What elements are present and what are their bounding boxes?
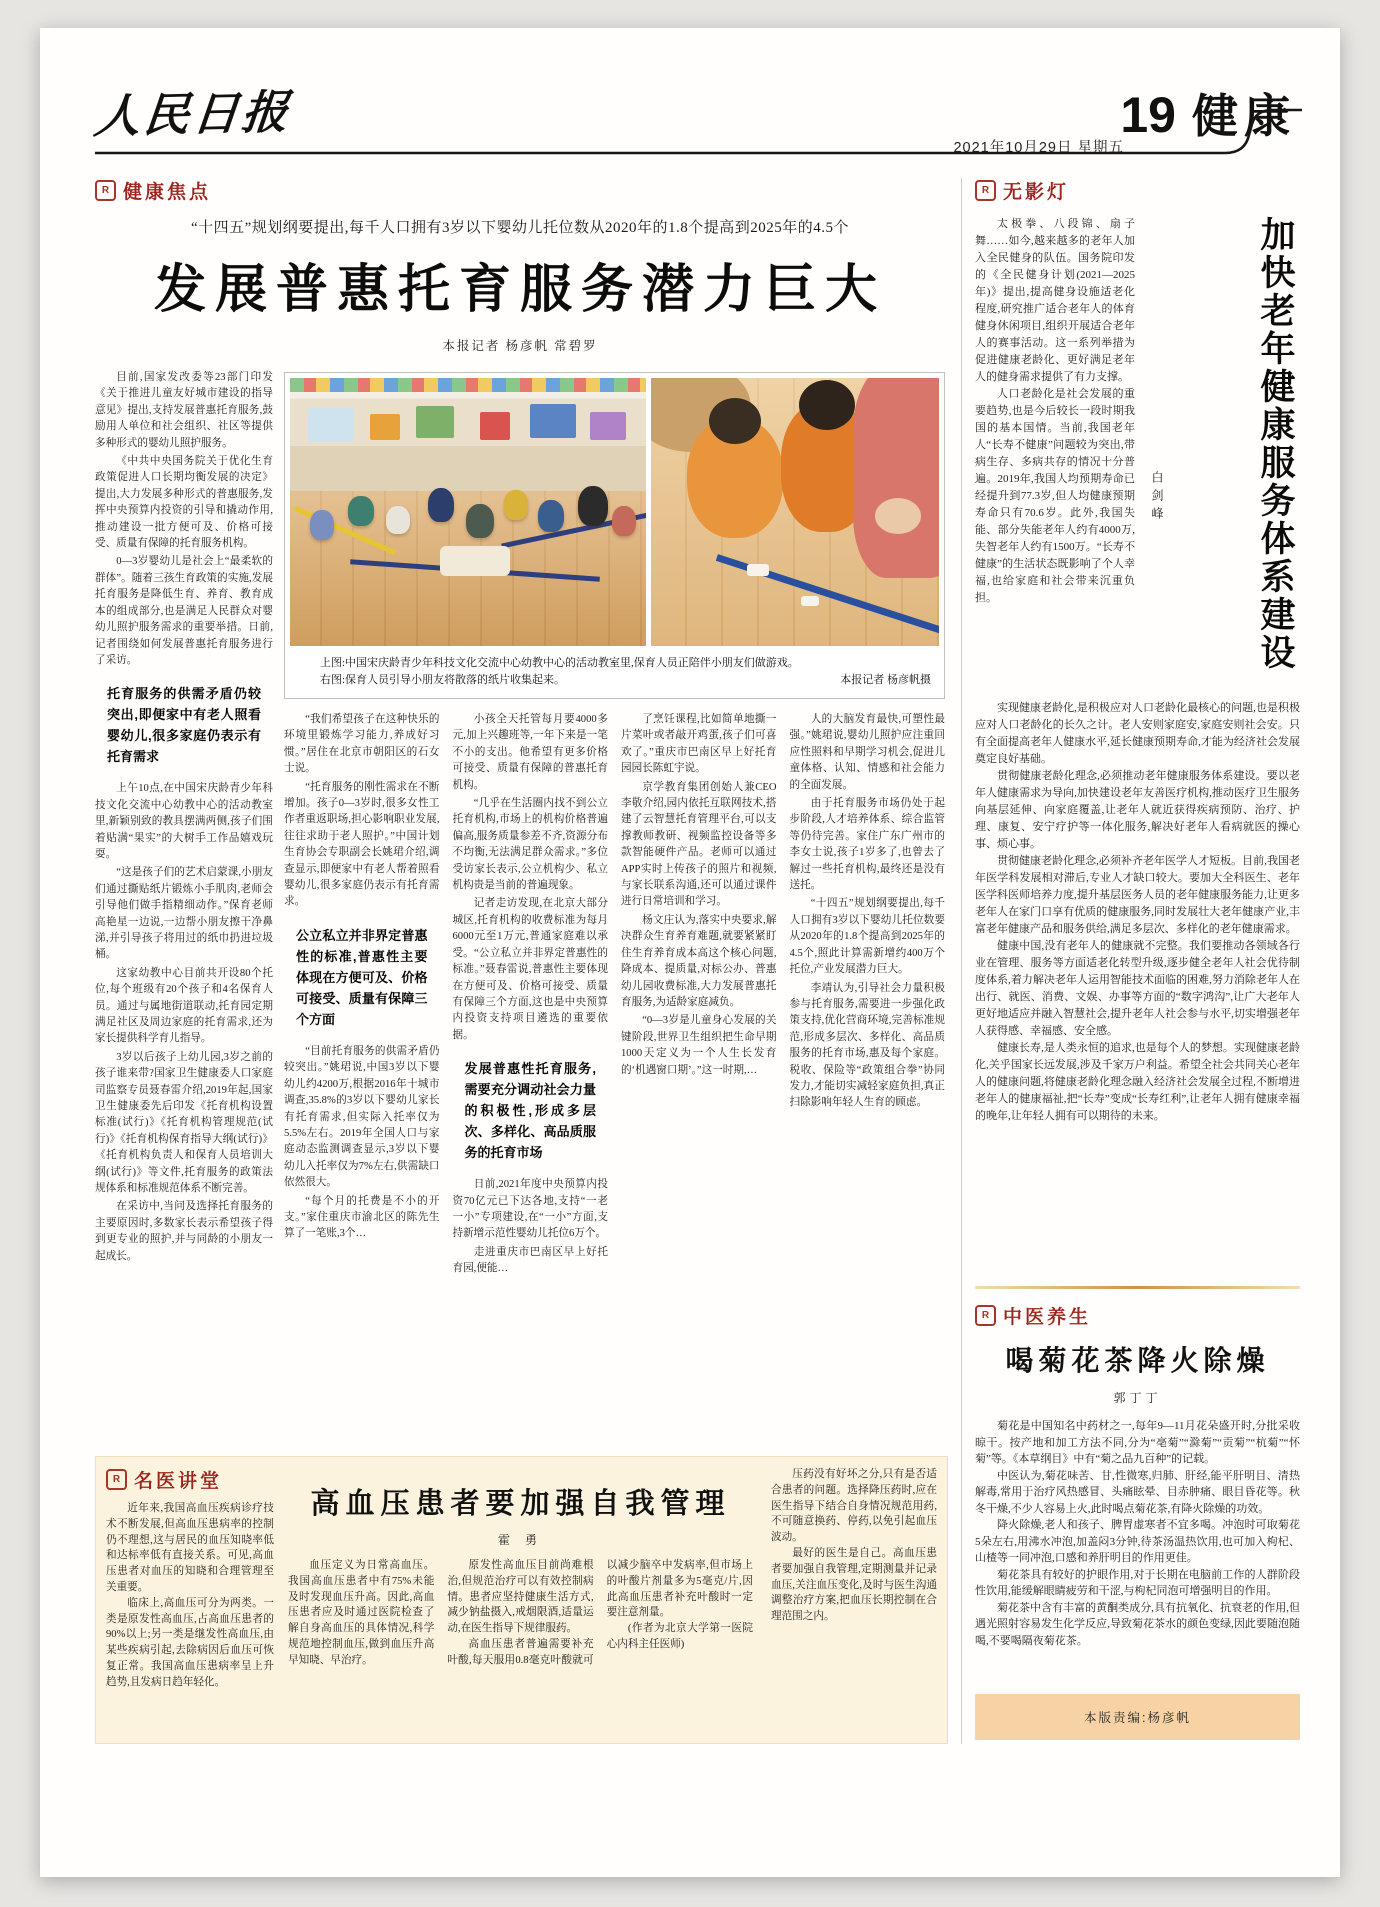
paragraph: 目前,国家发改委等23部门印发《关于推进儿童友好城市建设的指导意见》提出,支持发展普惠托育服务,鼓励用人单位和社会组织、社区等提供多种形式的婴幼儿照护服务。 [95, 372, 273, 449]
clinic-middle-columns [288, 1558, 753, 1720]
focus-right-area [284, 370, 945, 1462]
paragraph: 由于托育服务市场仍处于起步阶段,人才培养体系、综合监管等仍待完善。家住广东广州市的李女士说,孩子1岁多了,也曾去了解过一些托育机构,最终还是没有送托。 [789, 798, 945, 892]
paragraph: 《中共中央国务院关于优化生育政策促进人口长期均衡发展的决定》提出,大力发展多种形式的普惠服务,发挥中央预算内投资的引导和撬动作用,推动建设一批方便可及、价格可接受、质量有保障的托育服务机构。 [95, 456, 273, 550]
paragraph: 上午10点,在中国宋庆龄青少年科技文化交流中心幼教中心的活动教室里,新颖别致的教具摆满两侧,孩子们围着贴满“果实”的大树手工作品嬉戏玩耍。 [95, 783, 273, 860]
paper-scrap [801, 596, 819, 606]
clinic-column-right [771, 1467, 937, 1733]
photos-row [290, 378, 939, 646]
paragraph: 压药没有好坏之分,只有是否适合患者的问题。选择降压药时,应在医生指导下结合自身情况规范用药,不可随意换药、停药,以免引起血压波动。 [771, 1469, 937, 1544]
paragraph: 这家幼教中心目前共开设80个托位,每个班级有20个孩子和4名保育人员。通过与属地街道联动,托育园定期满足社区及周边家庭的托育需求,还为家长提供科学育儿指导。 [95, 967, 273, 1045]
focus-column-c [621, 712, 777, 1438]
child-figure [612, 506, 636, 536]
paper-sheet-on-floor [440, 546, 510, 576]
clinic-author: 霍 勇 [497, 1533, 543, 1547]
paragraph: “十四五”规划纲要提出,每千人口拥有3岁以下婴幼儿托位数要从2020年的1.8个提高到2025年的4.5个,照此计算需新增约400万个托位,产业发展潜力巨大。 [789, 898, 945, 976]
section-label-tcm [975, 1303, 1300, 1327]
child-hair [709, 398, 761, 444]
child-figure [538, 500, 564, 532]
section-label-text: 健康焦点 [123, 181, 212, 203]
focus-subhead-1: 托育服务的供需矛盾仍较突出,即便家中有老人照看婴幼儿,很多家庭仍表示有托育需求 [107, 686, 261, 765]
col-b-top [453, 712, 609, 1044]
shelf-decor [416, 406, 454, 438]
child-figure [310, 510, 334, 540]
focus-column-a [284, 712, 440, 1438]
paragraph: 记者走访发现,在北京大部分城区,托育机构的收费标准为每月6000元至1万元,普通家庭难以承受。“公立私立并非界定普惠性的标准。”聂春雷说,普惠性主要体现在方便可及、价格可接受、质量有保障三个方面,这也是中央预算内投资支持项目遴选的重要依据。 [452, 898, 608, 1041]
paragraph: 近年来,我国高血压疾病诊疗技术不断发展,但高血压患病率的控制仍不理想,这与居民的血压知晓率低和达标率低有直接关系。可见,高血压患者对血压的知晓和合理管理至关重要。 [106, 1503, 274, 1593]
section-label-lamp [975, 178, 1300, 202]
shelf-decor [370, 414, 400, 440]
section-label-focus [95, 178, 945, 202]
paragraph: “这是孩子们的艺术启蒙课,小朋友们通过撕贴纸片锻炼小手肌肉,老师会引导他们做手指精细动作。”保育老师高艳星一边说,一边帮小朋友擦干净鼻涕,并引导孩子将用过的纸巾扔进垃圾桶。 [95, 867, 273, 961]
paragraph: 健康长寿,是人类永恒的追求,也是每个人的梦想。实现健康老龄化,关乎国家长远发展,涉及千家万户利益。希望全社会共同关心老年人的健康问题,将健康老龄化理念融入经济社会发展全过程,不断增进老年人的健康福祉,把“长寿”变成“长寿红利”,让老年人拥有健康幸福的晚年,让年轻人拥有可以期待的未来。 [975, 1042, 1300, 1122]
focus-col1-more [95, 781, 273, 1265]
paragraph: 菊花茶具有较好的护眼作用,对于长期在电脑前工作的人群阶段性饮用,能缓解眼睛疲劳和干涩,与枸杞同泡可增强明目的作用。 [975, 1568, 1300, 1597]
paragraph: 最好的医生是自己。高血压患者要加强自我管理,定期测量并记录血压,关注血压变化,及时与医生沟通调整治疗方案,把血压长期控制在合理范围之内。 [771, 1547, 937, 1623]
paper-scrap [747, 564, 769, 576]
tcm-article-body [975, 1418, 1300, 1680]
child-figure [348, 496, 374, 526]
photo-box [284, 372, 945, 699]
focus-article [95, 178, 945, 1462]
paragraph: “几乎在生活圈内找不到公立托育机构,市场上的机构价格普遍偏高,服务质量参差不齐,资源分布不均衡,无法满足群众需求。”多位受访家长表示,公立机构少、私立机构贵是当前的普遍现象。 [452, 798, 608, 892]
bunting-decoration [290, 378, 646, 392]
tcm-divider-rule [975, 1286, 1300, 1289]
page-number-block [1120, 80, 1296, 146]
focus-column-1 [95, 370, 273, 1462]
paragraph: 杨文庄认为,落实中央要求,解决群众生育养育难题,就要紧紧盯住生育养育成本高这个核心问题,降成本、提质量,对标公办、普惠幼儿园收费标准,大力发展普惠托育服务,为适龄家庭减负。 [621, 914, 777, 1008]
paragraph: “托育服务的刚性需求在不断增加。孩子0—3岁时,很多女性工作者重返职场,担心影响职业发展,往往求助于老人照护。”中国计划生育协会专职副会长姚珺介绍,调查显示,即便家中有老人帮着照看婴幼儿,很多家庭仍表示有托育需求。 [284, 781, 440, 908]
paragraph: 李靖认为,引导社会力量积极参与托育服务,需要进一步强化政策支持,优化营商环境,完善标准规范,形成多层次、多样化、高品质服务的托育市场,惠及每个家庭。税收、保险等“政策组合拳”协同发力,才能切实减轻家庭负担,真正扫除影响年轻人生育的顾虑。 [789, 982, 945, 1109]
clinic-middle [288, 1465, 753, 1735]
paragraph: 0—3岁婴幼儿是社会上“最柔软的群体”。随着三孩生育政策的实施,发展托育服务是降低生育、养育、教育成本的组成部分,也是满足人民群众对婴幼儿照护服务需求的重要举措。日前,记者围绕如何发展普惠托育服务进行了采访。 [95, 556, 273, 666]
paragraph: 降火除燥,老人和孩子、脾胃虚寒者不宜多喝。冲泡时可取菊花5朵左右,用沸水冲泡,加盖闷3分钟,待茶汤温热饮用,也可加入枸杞、山楂等一同冲泡,口感和养肝明目的作用更佳。 [975, 1519, 1300, 1564]
col-b-bottom [453, 1177, 609, 1277]
paragraph: 中医认为,菊花味苦、甘,性微寒,归肺、肝经,能平肝明目、清热解毒,常用于治疗风热感冒、头痛眩晕、目赤肿痛、眼目昏花等。秋冬干燥,不少人容易上火,此时喝点菊花茶,有降火除燥的功效。 [975, 1469, 1300, 1515]
lamp-article-top [975, 216, 1300, 684]
photo-classroom-wide [290, 378, 646, 646]
col-c-text [621, 712, 777, 1079]
section-label-text: 无影灯 [1003, 181, 1070, 203]
main-byline: 本报记者 杨彦帆 常碧罗 [442, 339, 598, 353]
caption-right: 右图:保育人员引导小朋友将散落的纸片收集起来。 [320, 674, 566, 686]
hand [875, 498, 921, 534]
photo-credit: 本报记者 杨彦帆摄 [840, 674, 931, 686]
paragraph: “我们希望孩子在这种快乐的环境里锻炼学习能力,养成好习惯。”居住在北京市朝阳区的石女士说。 [284, 714, 440, 775]
paragraph: 太极拳、八段锦、扇子舞……如今,越来越多的老年人加入全民健身的队伍。国务院印发的《全民健身计划(2021—2025年)》提出,提高健身设施适老化程度,研究推广适合老年人的体育健身休闲项目,组织开展适合老年人的赛事活动。这一系列举措为促进健康老龄化、更好满足老年人的健身需求提供了有力支撑。 [975, 218, 1135, 383]
caption-top: 上图:中国宋庆龄青少年科技文化交流中心幼教中心的活动教室里,保育人员正陪伴小朋友们做游戏。 [320, 657, 799, 669]
focus-intro [95, 370, 273, 669]
shelf-decor [308, 408, 354, 442]
lamp-author: 白剑峰 [1150, 471, 1164, 525]
photo-children-closeup [651, 378, 939, 646]
clinic-column-left [106, 1465, 274, 1735]
shelf-decor [530, 404, 576, 438]
focus-subhead-3: 发展普惠性托育服务,需要充分调动社会力量的积极性,形成多层次、多样化、高品质服务的托育市场 [464, 1061, 596, 1161]
masthead-logo: 人民日报 [91, 86, 294, 143]
clinic-headline: 高血压患者要加强自我管理 [310, 1488, 731, 1520]
paper-sheet [40, 28, 1340, 1877]
lamp-intro-column [975, 216, 1135, 684]
paragraph: 日前,2021年度中央预算内投资70亿元已下达各地,支持“一老一小”专项建设,在“一小”方面,支持新增示范性婴幼儿托位6万个。 [452, 1179, 608, 1240]
paragraph: 3岁以后孩子上幼儿园,3岁之前的孩子谁来带?国家卫生健康委人口家庭司监察专员聂春雷介绍,2019年起,国家卫生健康委先后印发《托育机构设置标准(试行)》《托育机构管理规范(试行)》《托育机构保育指导大纲(试行)》《托育机构负责人和保育人员培训大纲(试行)》等文件,托育服务的政策法规体系和标准规范体系不断完善。 [95, 1051, 273, 1195]
col-a-bottom [284, 1044, 440, 1243]
paragraph: 小孩全天托管每月要4000多元,加上兴趣班等,一年下来是一笔不小的支出。他希望有更多价格可接受、质量有保障的普惠托育机构。 [452, 714, 608, 791]
tcm-author: 郭丁丁 [1113, 1391, 1162, 1405]
adult-figure [578, 486, 608, 526]
right-column [975, 178, 1300, 1740]
shelf-decor [590, 412, 626, 440]
paragraph: 人口老龄化是社会发展的重要趋势,也是今后较长一段时期我国的基本国情。当前,我国老年人“长寿不健康”问题较为突出,带病生存、多病共存的情况十分普遍。2019年,我国人均预期寿命已经提升到77.3岁,但人均健康预期寿命只有70.6岁。此外,我国失能、部分失能老年人约有4000万,失智老年人约有1500万。“长寿不健康”的生活状态既影响了个人幸福,也给家庭和社会带来沉重负担。 [975, 388, 1135, 604]
lamp-article-body [975, 700, 1300, 1270]
paragraph: 贯彻健康老龄化理念,必须补齐老年医学人才短板。目前,我国老年医学科发展相对滞后,专业人才缺口较大。要加大全科医生、老年医学科医师培养力度,提升基层医务人员的老年健康服务能力,让更多老年人在家门口享有优质的健康服务,同时发展壮大老年健康产业,丰富老年健康产品和服务供给,满足多层次、多样化的老年健康需求。 [975, 855, 1300, 935]
focus-column-d [790, 712, 946, 1438]
child-figure [504, 490, 528, 520]
clinic-article [106, 1465, 753, 1735]
focus-four-columns [284, 712, 945, 1438]
clinic-section [95, 1456, 948, 1744]
col-a-top [284, 712, 440, 911]
col-d-text [790, 712, 946, 1112]
paragraph: 临床上,高血压可分为两类。一类是原发性高血压,占高血压患者的90%以上;另一类是继发性高血压,由某些疾病引起,去除病因后血压可恢复正常。我国高血压患病率呈上升趋势,且发病日趋年轻化。 [106, 1597, 274, 1688]
paragraph: 京学教育集团创始人兼CEO李敬介绍,园内依托互联网技术,搭建了云智慧托育管理平台,可以支撑教师教研、视频监控设备等多款智能硬件产品。老师可以通过APP实时上传孩子的照片和视频,与家长联系沟通,还可以通过课件进行日常培训和学习。 [621, 781, 777, 908]
adult-pink-figure [853, 378, 939, 578]
focus-subhead-2: 公立私立并非界定普惠性的标准,普惠性主要体现在方便可及、价格可接受、质量有保障三个方面 [296, 927, 428, 1027]
paragraph: 在采访中,当问及选择托育服务的主要原因时,多数家长表示希望孩子得到更专业的照护,并与同龄的小朋友一起成长。 [95, 1201, 273, 1262]
column-divider-rule [961, 178, 962, 1744]
paragraph: 菊花是中国知名中药材之一,每年9—11月花朵盛开时,分批采收晾干。按产地和加工方法不同,分为“亳菊”“滁菊”“贡菊”“杭菊”“怀菊”等。《本草纲目》中有“菊之品九百种”的记载。 [975, 1420, 1300, 1465]
people-daily-logo-icon: R [95, 180, 116, 201]
focus-article-body [95, 370, 945, 1462]
people-daily-logo-icon: R [975, 1305, 996, 1326]
page-number: 19 [1120, 87, 1176, 143]
section-label-text: 名医讲堂 [134, 1470, 223, 1492]
paragraph: 走进重庆市巴南区早上好托育园,便能… [452, 1246, 608, 1275]
focus-column-b [453, 712, 609, 1438]
publication-date: 2021年10月29日 星期五 [953, 140, 1124, 156]
main-headline: 发展普惠托育服务潜力巨大 [153, 261, 886, 319]
paragraph: 健康中国,没有老年人的健康就不完整。我们要推动各领域各行业在管理、服务等方面适老化转型升级,逐步健全老年人社会优待制度体系,着力解决老年人运用智能技术面临的困难,努力消除老年人在出行、就医、消费、文娱、办事等方面的“数字鸿沟”,让广大老年人更好地适应并融入智慧社会,提升老年人社会参与水平,切实增强老年人获得感、幸福感、安全感。 [975, 940, 1300, 1037]
paragraph: 菊花茶中含有丰富的黄酮类成分,具有抗氧化、抗衰老的作用,但遇光照射容易发生化学反应,导致菊花茶水的颜色变绿,因此要随泡随喝,不要喝隔夜菊花茶。 [975, 1601, 1300, 1647]
shelf-decor [480, 412, 510, 440]
page-section-name: 健康 [1192, 90, 1296, 142]
paragraph: 血压定义为日常高血压。我国高血压患者中有75%未能及时发现血压升高。因此,高血压患者应及时通过医院检查了解自身高血压的具体情况,科学规范地控制血压,做到血压升高早知晓、早治疗。 [288, 1560, 435, 1666]
section-label-clinic [106, 1467, 222, 1491]
paragraph: “0—3岁是儿童身心发展的关键阶段,世界卫生组织把生命早期1000天定义为一个人生长发育的‘机遇窗口期’。”这一时期,… [621, 1015, 777, 1076]
kicker: “十四五”规划纲要提出,每千人口拥有3岁以下婴幼儿托位数从2020年的1.8个提高到2025年的4.5个 [190, 220, 850, 236]
child-hair [799, 380, 855, 430]
photo-caption [290, 646, 939, 693]
page-editor-box: 本版责编:杨彦帆 [975, 1694, 1300, 1740]
paragraph: “每个月的托费是不小的开支。”家住重庆市渝北区的陈先生算了一笔账,3个… [284, 1195, 440, 1240]
people-daily-logo-icon: R [106, 1469, 127, 1490]
paragraph: 原发性高血压目前尚难根治,但规范治疗可以有效控制病情。患者应坚持健康生活方式,减少钠盐摄入,戒烟限酒,适量运动,在医生指导下规律服药。 [447, 1560, 594, 1635]
paragraph: 人的大脑发育最快,可塑性最强。”姚珺说,婴幼儿照护应注重回应性照料和早期学习机会,促进儿童体格、认知、情感和社会能力的全面发展。 [789, 714, 945, 791]
people-daily-logo-icon: R [975, 180, 996, 201]
paragraph: “目前托育服务的供需矛盾仍较突出。”姚珺说,中国3岁以下婴幼儿约4200万,根据2016年十城市调查,35.8%的3岁以下婴幼儿家长有托育需求,但实际入托率仅为5.5%左右。2019年全国人口与家庭动态监测调查显示,3岁以下婴幼儿入托率仅为7%左右,供需缺口依然很大。 [284, 1045, 440, 1189]
child-figure [386, 506, 410, 534]
tcm-headline: 喝菊花茶降火除燥 [1005, 1345, 1270, 1376]
paragraph: 高血压患者普遍需要补充叶酸,每天服用0.8毫克叶酸就可以减少脑卒中发病率,但市场上的叶酸片剂量多为5毫克/片,因此高血压患者补充叶酸时一定要注意剂量。 [447, 1560, 753, 1666]
adult-figure [466, 504, 494, 538]
paragraph: 贯彻健康老龄化理念,必须推动老年健康服务体系建设。要以老年人健康需求为导向,加快建设老年友善医疗机构,推动医疗卫生服务向基层延伸、向家庭覆盖,让老年人就近获得疾病预防、治疗、护理、康复、安宁疗护等一体化服务,解决好老年人看病就医的操心事、烦心事。 [975, 770, 1300, 850]
section-label-text: 中医养生 [1003, 1306, 1092, 1328]
child-figure [428, 488, 454, 522]
paragraph: 了烹饪课程,比如简单地撕一片菜叶或者敲开鸡蛋,孩子们可喜欢了。”重庆市巴南区早上好托育园园长陈虹宇说。 [621, 714, 777, 775]
clinic-author-note: (作者为北京大学第一医院心内科主任医师) [606, 1623, 753, 1650]
paragraph: 实现健康老龄化,是积极应对人口老龄化最核心的问题,也是积极应对人口老龄化的长久之计。老人安则家庭安,家庭安则社会安。只有全面提高老年人健康水平,延长健康预期寿命,才能为经济社会发展奠定良好基础。 [975, 702, 1300, 765]
lamp-headline-vertical: 加快老年健康服务体系建设 [1256, 216, 1295, 672]
